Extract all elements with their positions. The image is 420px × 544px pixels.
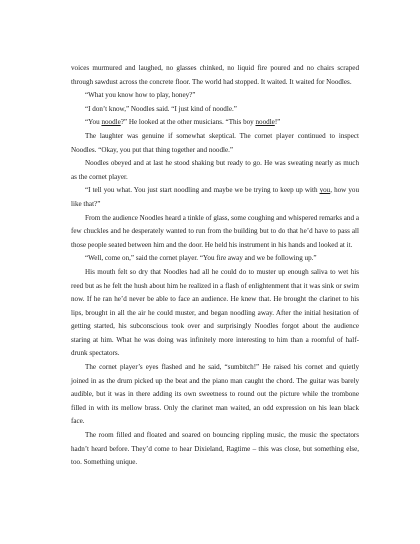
body-paragraph	[71, 116, 359, 130]
underlined-text: noodle	[255, 118, 275, 127]
body-paragraph	[71, 103, 359, 117]
body-paragraph	[71, 361, 359, 429]
underlined-text: you	[319, 186, 331, 195]
text-run: From the audience Noodles heard a tinkle of glass, some coughing and whispered remarks and a few chuckles and he desperately wanted to run from the building but to do that he’d have to pass all those people seated between him and the door. He held his instrument in his hands and looked at it.	[71, 213, 359, 249]
text-run: Noodles obeyed and at last he stood shaking but ready to go. He was sweating nearly as much as the cornet player.	[71, 159, 359, 181]
body-paragraph	[71, 429, 359, 470]
text-run: “Well, come on,” said the cornet player. “You fire away and we be following up.”	[85, 254, 317, 263]
text-run: “You	[85, 118, 102, 127]
text-run: The room filled and floated and soared on bouncing rippling music, the music the spectators hadn’t heard before. They’d come to hear Dixieland, Ragtime – this was close, but something else, too. Something unique.	[71, 431, 359, 467]
text-run: voices murmured and laughed, no glasses chinked, no liquid fire poured and no chairs scraped through sawdust across the concrete floor. The world had stopped. It waited. It waited for Noodles.	[71, 64, 359, 86]
underlined-text: noodle	[101, 118, 121, 127]
text-run: !”	[274, 118, 281, 127]
text-run: “I tell you what. You just start noodling and maybe we be trying to keep up with	[85, 186, 320, 195]
body-paragraph	[71, 130, 359, 157]
text-run: ?” He looked at the other musicians. “This boy	[120, 118, 256, 127]
text-run: His mouth felt so dry that Noodles had all he could do to muster up enough saliva to wet his reed but as he felt the hush about him he realized in a flash of enlightenment that it was sink or swim now. If he ran he’d never be able to face an audience. He knew that. He brought the clarinet to his lips, brought in all the air he could muster, and began noodling away. After the initial hesitation of getting started, his subconscious took over and surprisingly Noodles forgot about the audience staring at him. What he was doing was infinitely more interesting to him than a roomful of half-drunk spectators.	[71, 267, 359, 358]
text-run: “I don’t know,” Noodles said. “I just kind of noodle.”	[85, 104, 237, 113]
text-run: “What you know how to play, honey?”	[85, 91, 196, 100]
body-paragraph	[71, 62, 359, 89]
body-paragraph	[71, 184, 359, 211]
text-run: The laughter was genuine if somewhat skeptical. The cornet player continued to inspect Noodles. “Okay, you put that thing together and noodle.”	[71, 131, 359, 154]
body-paragraph	[71, 157, 359, 184]
document-page	[71, 62, 359, 470]
text-run: The cornet player’s eyes flashed and he said, “sumbitch!” He raised his cornet and quietly joined in as the drum picked up the beat and the piano man caught the chord. The guitar was barely audible, but it was in there adding its own sweetness to round out the picture while the trombone filled in with its mellow brass. Only the clarinet man waited, an odd expression on his lean black face.	[71, 363, 359, 426]
text-run: , how you like that?”	[71, 186, 359, 208]
body-paragraph	[71, 212, 359, 253]
body-paragraph	[71, 252, 359, 266]
body-paragraph	[71, 89, 359, 103]
body-paragraph	[71, 266, 359, 361]
